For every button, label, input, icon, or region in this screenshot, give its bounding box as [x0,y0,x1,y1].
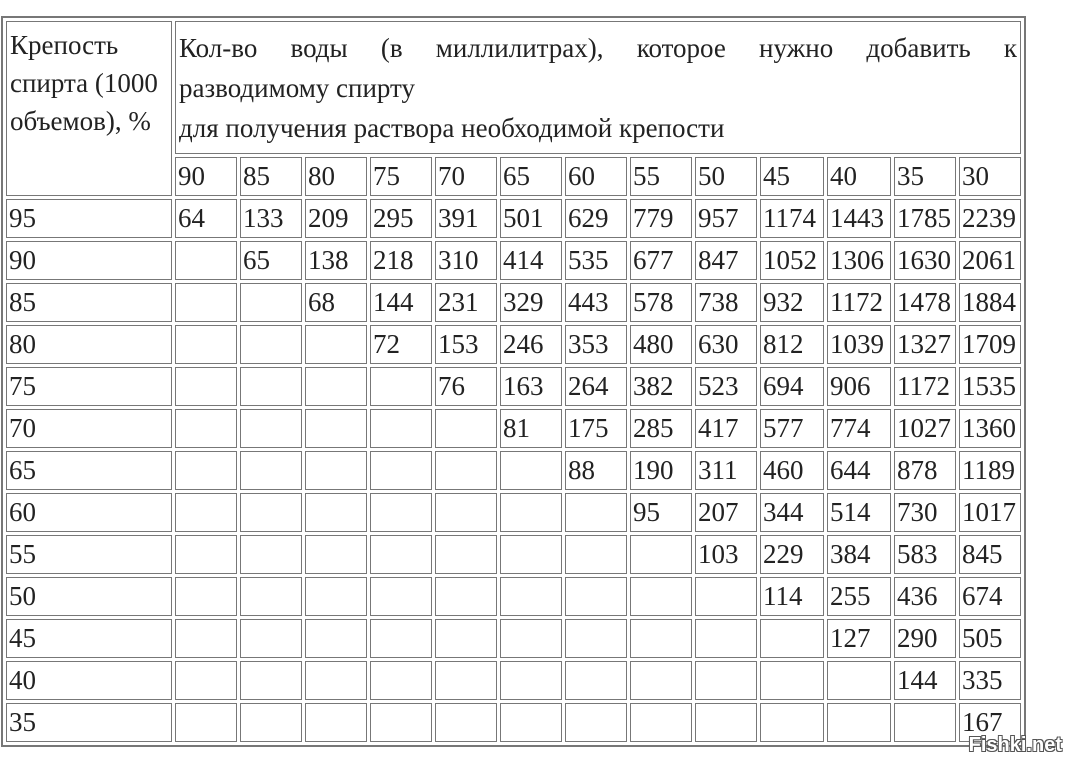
table-title-line-3: для получения раствора необходимой крепости [179,113,725,143]
target-strength-header-cell: 45 [760,157,824,196]
water-amount-cell [370,661,432,700]
water-amount-cell [370,409,432,448]
water-amount-cell [175,325,237,364]
water-amount-cell: 344 [760,493,824,532]
water-amount-cell [695,577,757,616]
water-amount-cell [630,661,692,700]
water-amount-cell: 246 [500,325,562,364]
water-amount-cell: 436 [894,577,956,616]
water-amount-cell [240,367,302,406]
water-amount-cell: 1172 [827,283,891,322]
water-amount-cell: 72 [370,325,432,364]
table-row [6,535,1021,574]
water-amount-cell: 644 [827,451,891,490]
water-amount-cell [630,535,692,574]
water-amount-cell: 535 [565,241,627,280]
corner-label: Крепость спирта (1000 объемов), % [10,30,158,136]
water-amount-cell: 285 [630,409,692,448]
water-amount-cell [565,661,627,700]
water-amount-cell [565,577,627,616]
water-amount-cell [827,661,891,700]
water-amount-cell [630,703,692,742]
source-strength-cell: 85 [6,283,172,322]
water-amount-cell: 1360 [959,409,1021,448]
water-amount-cell: 1478 [894,283,956,322]
water-amount-cell: 460 [760,451,824,490]
water-amount-cell [305,367,367,406]
water-amount-cell: 311 [695,451,757,490]
source-strength-cell: 70 [6,409,172,448]
water-amount-cell [370,535,432,574]
target-strength-header-cell: 85 [240,157,302,196]
water-amount-cell: 65 [240,241,302,280]
water-amount-cell: 694 [760,367,824,406]
source-strength-cell: 50 [6,577,172,616]
water-amount-cell [435,535,497,574]
water-amount-cell: 264 [565,367,627,406]
water-amount-cell: 630 [695,325,757,364]
water-amount-cell: 414 [500,241,562,280]
water-amount-cell: 730 [894,493,956,532]
source-strength-cell: 80 [6,325,172,364]
water-amount-cell [435,661,497,700]
water-amount-cell: 88 [565,451,627,490]
water-amount-cell: 144 [370,283,432,322]
table-row [6,325,1021,364]
table-row [6,703,1021,742]
water-amount-cell [760,661,824,700]
water-amount-cell [565,619,627,658]
water-amount-cell: 231 [435,283,497,322]
table-row [6,451,1021,490]
source-strength-cell: 45 [6,619,172,658]
source-strength-cell: 60 [6,493,172,532]
table-row [6,577,1021,616]
water-amount-cell [305,577,367,616]
source-strength-cell: 90 [6,241,172,280]
source-strength-cell: 40 [6,661,172,700]
water-amount-cell [305,451,367,490]
dilution-table-container [1,16,1026,747]
water-amount-cell: 677 [630,241,692,280]
water-amount-cell: 391 [435,199,497,238]
water-amount-cell [370,451,432,490]
water-amount-cell: 163 [500,367,562,406]
water-amount-cell: 209 [305,199,367,238]
water-amount-cell: 578 [630,283,692,322]
water-amount-cell [240,577,302,616]
water-amount-cell [240,451,302,490]
target-strength-header-cell: 55 [630,157,692,196]
water-amount-cell: 68 [305,283,367,322]
water-amount-cell: 2239 [959,199,1021,238]
water-amount-cell [827,703,891,742]
water-amount-cell [175,283,237,322]
source-strength-cell: 75 [6,367,172,406]
water-amount-cell [500,451,562,490]
water-amount-cell [435,451,497,490]
target-strength-header-cell: 30 [959,157,1021,196]
water-amount-cell [305,703,367,742]
target-strength-header-cell: 50 [695,157,757,196]
water-amount-cell: 1017 [959,493,1021,532]
water-amount-cell [305,493,367,532]
water-amount-cell: 523 [695,367,757,406]
water-amount-cell [565,535,627,574]
water-amount-cell: 812 [760,325,824,364]
water-amount-cell: 878 [894,451,956,490]
target-strength-header-cell: 40 [827,157,891,196]
table-row [6,241,1021,280]
water-amount-cell: 1884 [959,283,1021,322]
water-amount-cell: 310 [435,241,497,280]
water-amount-cell [370,367,432,406]
water-amount-cell: 81 [500,409,562,448]
water-amount-cell [500,619,562,658]
source-strength-cell: 55 [6,535,172,574]
water-amount-cell [370,493,432,532]
table-row [6,199,1021,238]
water-amount-cell: 501 [500,199,562,238]
water-amount-cell: 774 [827,409,891,448]
water-amount-cell: 738 [695,283,757,322]
corner-label-cell [6,21,172,196]
water-amount-cell: 329 [500,283,562,322]
source-strength-cell: 65 [6,451,172,490]
water-amount-cell: 229 [760,535,824,574]
water-amount-cell [175,367,237,406]
water-amount-cell: 353 [565,325,627,364]
water-amount-cell: 1174 [760,199,824,238]
table-title-line-1: Кол-во воды (в миллилитрах), которое нужно добавить к [179,33,1017,63]
water-amount-cell [500,703,562,742]
water-amount-cell: 114 [760,577,824,616]
water-amount-cell [240,493,302,532]
water-amount-cell: 957 [695,199,757,238]
water-amount-cell: 629 [565,199,627,238]
table-row [6,409,1021,448]
water-amount-cell [500,577,562,616]
water-amount-cell: 1535 [959,367,1021,406]
water-amount-cell: 1172 [894,367,956,406]
water-amount-cell [305,409,367,448]
water-amount-cell: 1785 [894,199,956,238]
water-amount-cell [500,661,562,700]
target-strength-header-cell: 35 [894,157,956,196]
water-amount-cell: 932 [760,283,824,322]
water-amount-cell: 153 [435,325,497,364]
water-amount-cell [435,619,497,658]
water-amount-cell: 138 [305,241,367,280]
water-amount-cell: 906 [827,367,891,406]
water-amount-cell: 290 [894,619,956,658]
water-amount-cell: 845 [959,535,1021,574]
target-strength-header-cell: 60 [565,157,627,196]
water-amount-cell [565,493,627,532]
source-strength-cell: 35 [6,703,172,742]
water-amount-cell [370,619,432,658]
water-amount-cell: 443 [565,283,627,322]
water-amount-cell: 133 [240,199,302,238]
water-amount-cell: 674 [959,577,1021,616]
water-amount-cell [760,619,824,658]
water-amount-cell: 335 [959,661,1021,700]
target-strength-header-cell: 80 [305,157,367,196]
water-amount-cell: 577 [760,409,824,448]
water-amount-cell: 175 [565,409,627,448]
water-amount-cell: 64 [175,199,237,238]
water-amount-cell [240,661,302,700]
water-amount-cell: 1630 [894,241,956,280]
water-amount-cell: 190 [630,451,692,490]
target-strength-header-cell: 65 [500,157,562,196]
water-amount-cell [175,577,237,616]
water-amount-cell: 95 [630,493,692,532]
water-amount-cell: 1327 [894,325,956,364]
water-amount-cell: 144 [894,661,956,700]
water-amount-cell [435,703,497,742]
water-amount-cell: 1709 [959,325,1021,364]
water-amount-cell [240,325,302,364]
water-amount-cell [240,535,302,574]
water-amount-cell [435,409,497,448]
water-amount-cell: 167 [959,703,1021,742]
water-amount-cell [305,535,367,574]
water-amount-cell: 2061 [959,241,1021,280]
water-amount-cell: 382 [630,367,692,406]
water-amount-cell [305,619,367,658]
water-amount-cell: 1189 [959,451,1021,490]
header-row [6,21,1021,154]
water-amount-cell [240,283,302,322]
water-amount-cell: 76 [435,367,497,406]
water-amount-cell [175,451,237,490]
source-strength-cell: 95 [6,199,172,238]
water-amount-cell [370,703,432,742]
water-amount-cell [695,619,757,658]
water-amount-cell [435,577,497,616]
water-amount-cell: 207 [695,493,757,532]
water-amount-cell: 480 [630,325,692,364]
water-amount-cell [565,703,627,742]
water-amount-cell [240,619,302,658]
water-amount-cell [695,703,757,742]
water-amount-cell: 103 [695,535,757,574]
water-amount-cell [305,325,367,364]
target-strength-header-cell: 90 [175,157,237,196]
water-amount-cell [175,619,237,658]
water-amount-cell [630,619,692,658]
water-amount-cell: 384 [827,535,891,574]
water-amount-cell: 255 [827,577,891,616]
target-strength-header-cell: 70 [435,157,497,196]
water-amount-cell [175,493,237,532]
water-amount-cell: 1306 [827,241,891,280]
water-amount-cell: 1027 [894,409,956,448]
water-amount-cell: 218 [370,241,432,280]
water-amount-cell: 1052 [760,241,824,280]
water-amount-cell: 847 [695,241,757,280]
water-amount-cell: 505 [959,619,1021,658]
water-amount-cell [175,409,237,448]
water-amount-cell: 417 [695,409,757,448]
table-row [6,619,1021,658]
table-row [6,283,1021,322]
water-amount-cell [435,493,497,532]
table-row [6,367,1021,406]
water-amount-cell: 127 [827,619,891,658]
water-amount-cell [240,703,302,742]
water-amount-cell [894,703,956,742]
water-amount-cell [500,493,562,532]
water-amount-cell [500,535,562,574]
table-title-cell [175,21,1021,154]
water-amount-cell: 514 [827,493,891,532]
water-amount-cell [370,577,432,616]
target-strength-header-cell: 75 [370,157,432,196]
water-amount-cell [760,703,824,742]
water-amount-cell: 1039 [827,325,891,364]
water-amount-cell: 779 [630,199,692,238]
water-amount-cell: 295 [370,199,432,238]
water-amount-cell [305,661,367,700]
alcohol-dilution-table [1,16,1026,747]
water-amount-cell [175,241,237,280]
water-amount-cell [240,409,302,448]
water-amount-cell [175,661,237,700]
watermark: Fishki.net [968,734,1062,756]
water-amount-cell: 583 [894,535,956,574]
water-amount-cell [175,535,237,574]
water-amount-cell [695,661,757,700]
table-row [6,493,1021,532]
water-amount-cell [630,577,692,616]
water-amount-cell [175,703,237,742]
water-amount-cell: 1443 [827,199,891,238]
table-row [6,661,1021,700]
table-title-line-2: разводимому спирту [179,73,415,103]
